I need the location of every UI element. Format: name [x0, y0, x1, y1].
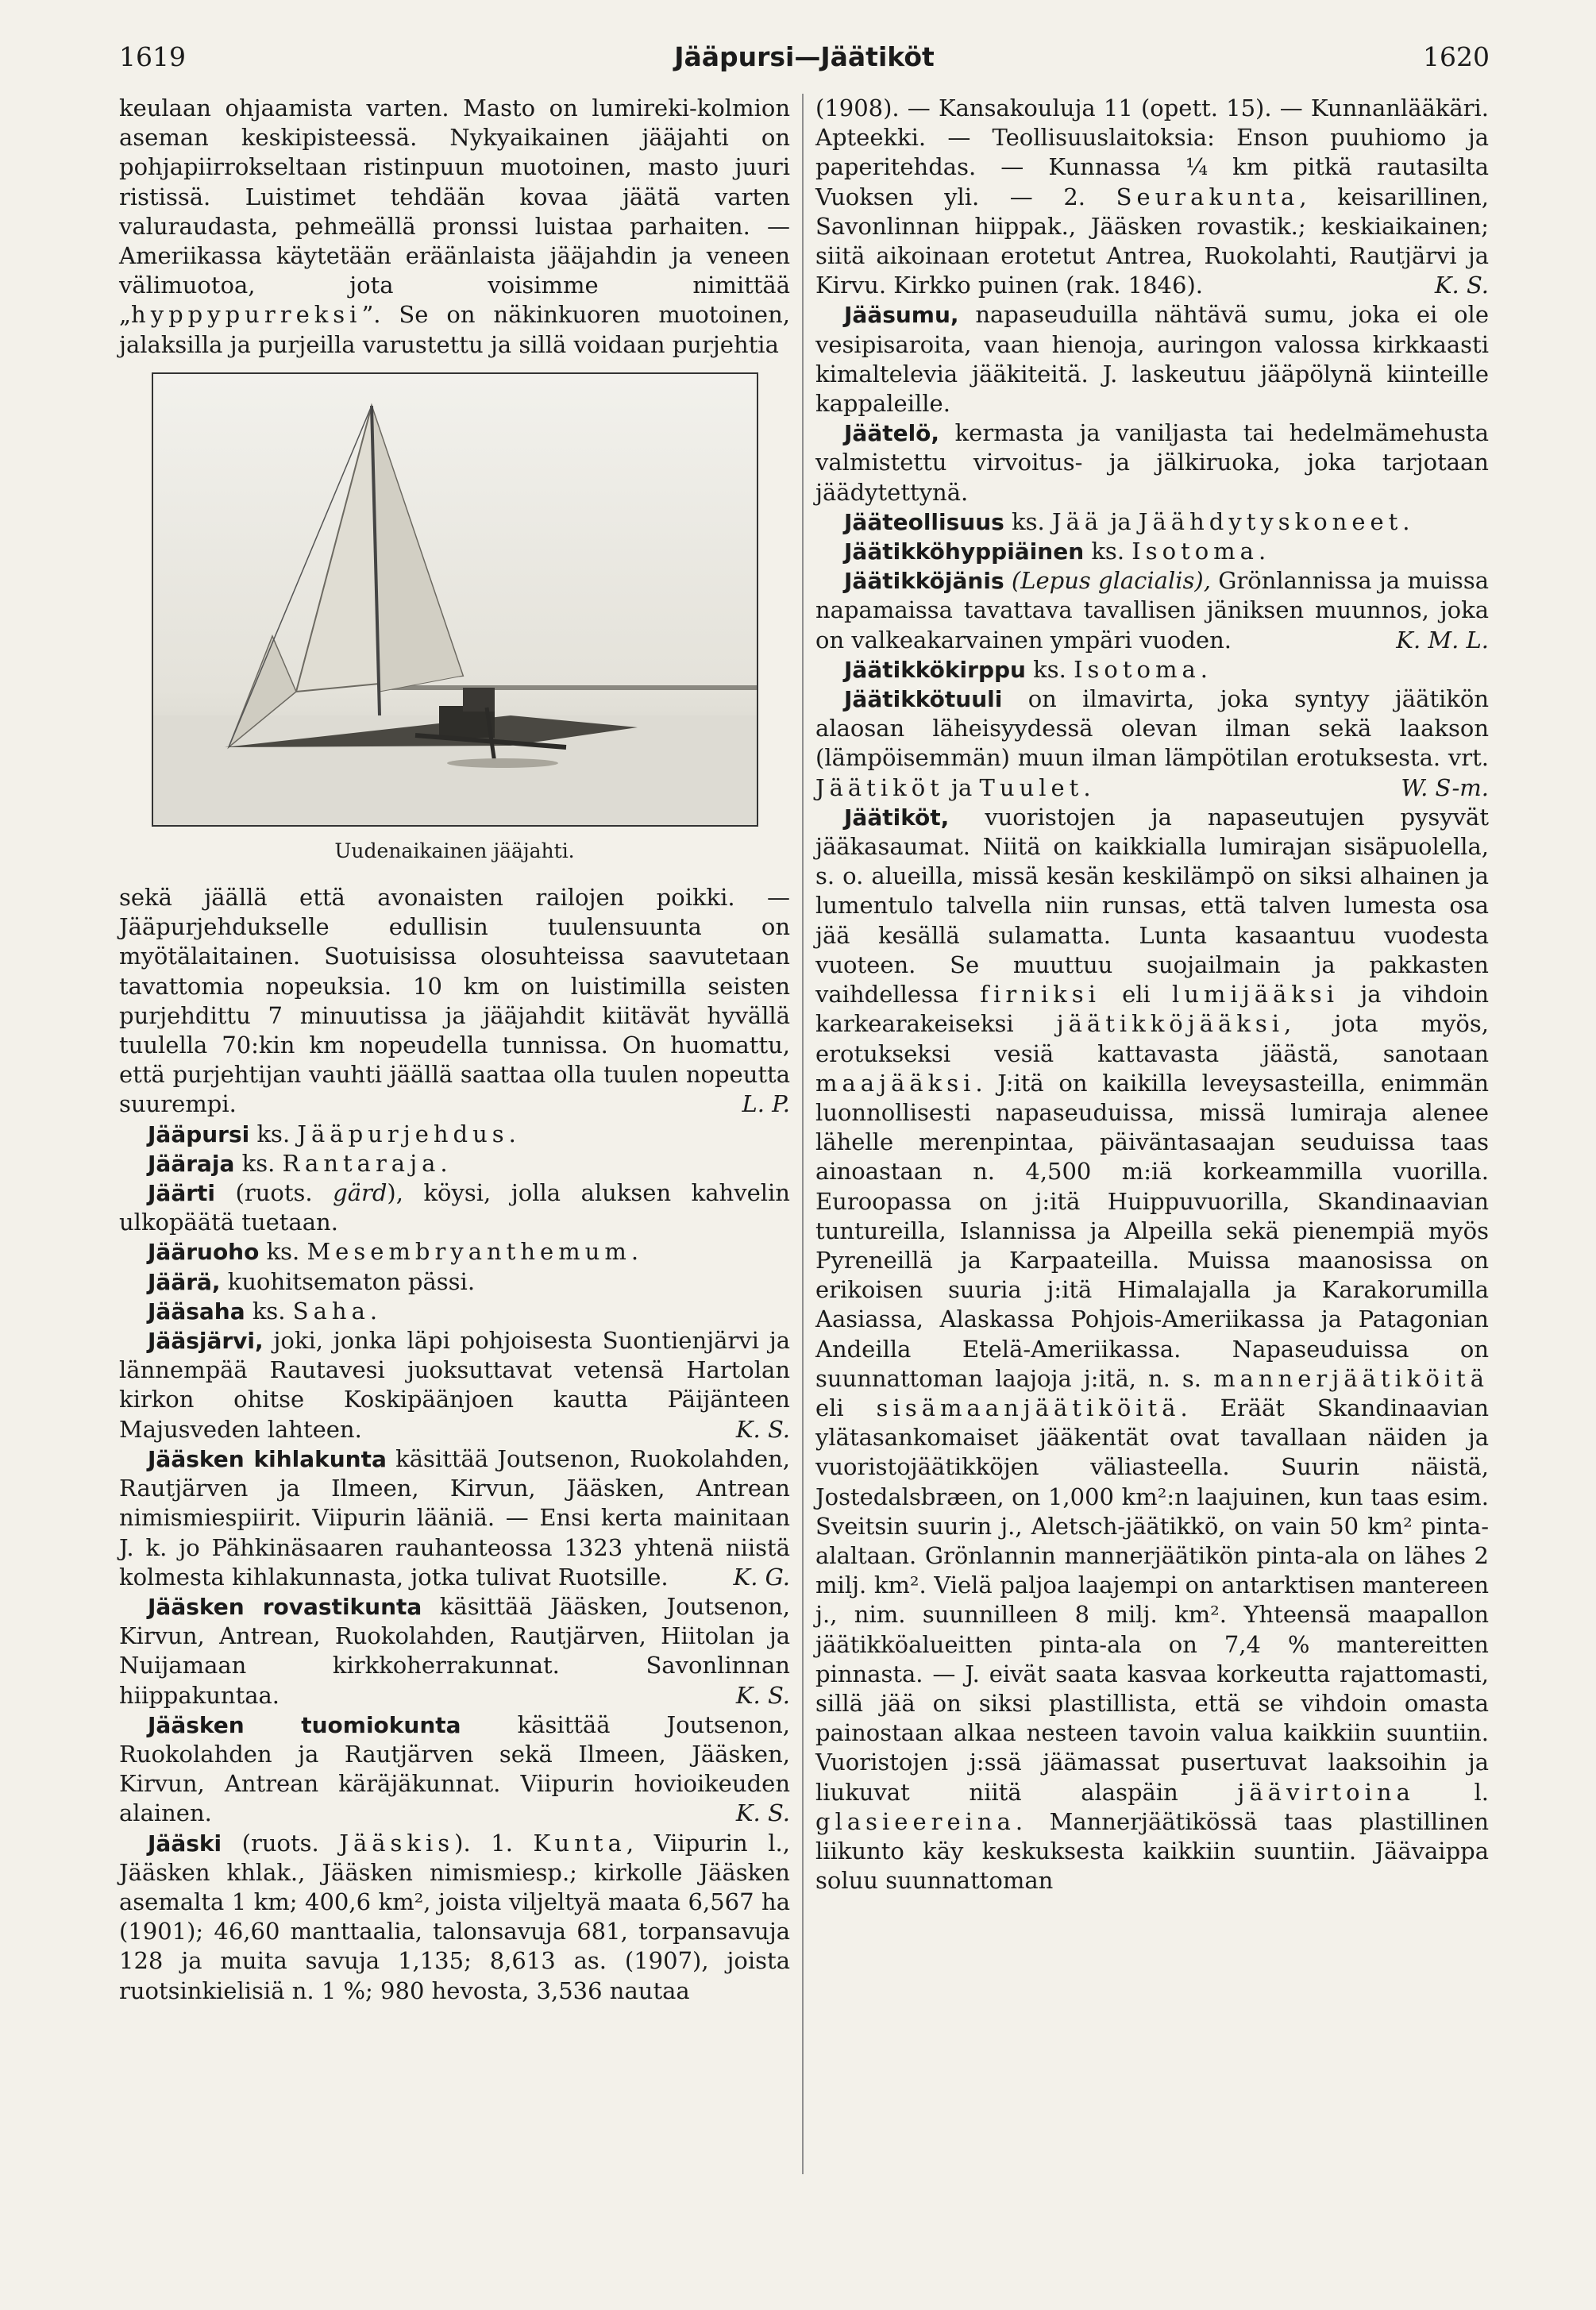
left-column	[119, 94, 790, 2006]
paragraph: keulaan ohjaamista varten. Masto on lumireki-kolmion aseman keskipisteessä. Nykyaikainen jääjahti on pohjapiirrokseltaan ristinpuun muotoinen, masto juuri ristissä. Luistimet tehdään kovaa jäätä varten valuraudasta, pehmeällä pronssi luistaa parhaiten. — Ameriikassa käytetään eräänlaista jääjahdin ja veneen välimuotoa, jota voisimme nimittää „hyppypurreksi”. Se on näkinkuoren muotoinen, jalaksilla ja purjeilla varustettu ja sillä voidaan purjehtia	[119, 94, 790, 358]
ice-yacht-photo	[152, 372, 758, 827]
entry-jaatelo: Jäätelö, kermasta ja vaniljasta tai hedelmämehusta valmistettu virvoitus- ja jälkiruoka, joka tarjotaan jäädytettynä.	[815, 419, 1489, 506]
column-divider	[802, 94, 804, 2174]
entry-jaatikkohyppiainen: Jäätikköhyppiäinen ks. Isotoma.	[844, 538, 1271, 565]
ice-yacht-illustration	[153, 374, 757, 825]
author-signature: L. P.	[742, 1090, 790, 1118]
entry-jaatikkokirppu: Jäätikkökirppu ks. Isotoma.	[844, 655, 1213, 683]
entry-jaaski: Jääski (ruots. Jääskis). 1. Kunta, Viipurin l., Jääsken khlak., Jääsken nimismiesp.; kirkolle Jääsken asemalta 1 km; 400,6 km², joista viljeltyä maata 6,567 ha (1901); 46,60 manttaalia, talonsavuja 681, torpansavuja 128 ja muita savuja 1,135; 8,613 as. (1907), joista ruotsinkielisiä n. 1 %; 980 hevosta, 3,536 nautaa	[119, 1829, 790, 2004]
entry-jaasken-kihlakunta: Jääsken kihlakunta käsittää Joutsenon, Ruokolahden, Rautjärven ja Ilmeen, Kirvun, Jääsken, Antrean nimismiespiirit. Viipurin lääniä. — Ensi kerta mainitaan J. k. jo Pähkinäsaaren rauhanteossa 1323 yhtenä niistä kolmesta kihlakunnasta, jotka tulivat Ruotsille. K. G.	[119, 1444, 790, 1591]
entry-jaatikkotuuli: Jäätikkötuuli on ilmavirta, joka syntyy jäätikön alaosan läheisyydessä olevan ilman sekä laakson (lämpöisemmän) muun ilman lämpötilan erotuksesta. vrt. Jäätiköt ja Tuulet. W. S-m.	[815, 685, 1489, 801]
right-column	[815, 94, 1489, 1895]
page-header	[119, 41, 1490, 89]
entry-jaatikkojanis: Jäätikköjänis (Lepus glacialis), Grönlannissa ja muissa napamaissa tavattava tavallisen jäniksen muunnos, joka on valkeakarvainen ympäri vuoden. K. M. L.	[815, 567, 1489, 654]
running-title: Jääpursi—Jäätiköt	[674, 41, 935, 72]
entry-jaarti: Jäärti (ruots. gärd), köysi, jolla aluksen kahvelin ulkopäätä tuetaan.	[119, 1179, 790, 1236]
page-number-right: 1620	[1423, 41, 1490, 72]
figure	[119, 372, 790, 866]
entry-jaaruoho: Jääruoho ks. Mesembryanthemum.	[148, 1238, 644, 1266]
entry-jaasumu: Jääsumu, napaseuduilla nähtävä sumu, joka ei ole vesipisaroita, vaan hienoja, auringon valossa kirkkaasti kimaltelevia jääkiteitä. J. laskeutuu jääpölynä kiinteille kappaleille.	[815, 301, 1489, 418]
entry-jaateollisuus: Jääteollisuus ks. Jää ja Jäähdytyskoneet.	[844, 507, 1415, 535]
entry-jaasaha: Jääsaha ks. Saha.	[148, 1297, 383, 1325]
entry-jaaraja: Jääraja ks. Rantaraja.	[148, 1149, 453, 1177]
page-number-left: 1619	[119, 41, 186, 72]
entry-jaatikot: Jäätiköt, vuoristojen ja napaseutujen pysyvät jääkasaumat. Niitä on kaikkialla lumirajan sisäpuolella, s. o. alueilla, missä kesän keskilämpö on siksi alhainen ja lumentulo talvella niin runsas, että talven lumesta osa jää kesällä sulamatta. Lunta kasaantuu vuodesta vuoteen. Se muuttuu suojailmain ja pakkasten vaihdellessa firniksi eli lumijääksi ja vihdoin karkearakeiseksi jäätikköjääksi, jota myös, erotukseksi vesiä kattavasta jäästä, sanotaan maajääksi. J:itä on kaikilla leveysasteilla, enimmän luonnollisesti napaseuduissa, missä lumiraja alenee lähelle merenpintaa, päiväntasaajan seuduissa taas ainoastaan n. 4,500 m:iä korkeammilla vuorilla. Euroopassa on j:itä Huippuvuorilla, Skandinaavian tuntureilla, Islannissa ja Alpeilla sekä pienempiä myös Pyreneillä ja Karpaateilla. Muissa maanosissa on erikoisen suuria j:itä Himalajalla ja Karakorumilla Aasiassa, Alaskassa Pohjois-Ameriikassa ja Patagonian Andeilla Etelä-Ameriikassa. Napaseuduissa on suunnattoman laajoja j:itä, n. s. mannerjäätiköitä eli sisämaanjäätiköitä. Eräät Skandinaavian ylätasankomaiset jääkentät ovat tavallaan näiden ja vuoristojäätikköjen väliasteella. Suurin näistä, Jostedalsbræen, on 1,000 km²:n laajuinen, kun taas esim. Sveitsin suurin j., Aletsch-jäätikkö, on vain 50 km² pinta-alaltaan. Grönlannin mannerjäätikön pinta-ala on lähes 2 milj. km². Vielä paljoa laajempi on antarktisen mantereen j., nim. suunnilleen 8 milj. km². Yhteensä maapallon jäätikköalueitten pinta-ala on 7,4 % mantereitten pinnasta. — J. eivät saata kasvaa korkeutta rajattomasti, sillä jää on siksi plastillista, että se vihdoin omasta painostaan alkaa nesteen tavoin valua kaikkiin suuntiin. Vuoristojen j:ssä jäämassat pusertuvat laaksoihin ja liukuvat niitä alaspäin jäävirtoina l. glasieereina. Mannerjäätikössä taas plastillinen liikunto käy keskuksesta kaikkiin suuntiin. Jäävaippa soluu suunnattoman	[815, 803, 1490, 1895]
entry-jaara: Jäärä, kuohitsematon pässi.	[148, 1267, 476, 1295]
entry-jaasken-tuomiokunta: Jääsken tuomiokunta käsittää Joutsenon, Ruokolahden ja Rautjärven sekä Ilmeen, Jääsken, Kirvun, Antrean käräjäkunnat. Viipurin hovioikeuden alainen. K. S.	[119, 1710, 791, 1827]
entry-jaapursi: Jääpursi ks. Jääpurjehdus.	[148, 1120, 521, 1147]
entry-jaasjarvi: Jääsjärvi, joki, jonka läpi pohjoisesta Suontienjärvi ja lännempää Rautavesi juoksuttavat vetensä Hartolan kirkon ohitse Koskipäänjoen kautta Päijänteen Majusveden lahteen. K. S.	[119, 1327, 790, 1443]
entry-jaasken-rovastikunta: Jääsken rovastikunta käsittää Jääsken, Joutsenon, Kirvun, Antrean, Ruokolahden, Rautjärven, Hiitolan ja Nuijamaan kirkkoherrakunnat. Savonlinnan hiippakuntaa. K. S.	[119, 1592, 790, 1709]
paragraph: (1908). — Kansakouluja 11 (opett. 15). — Kunnanlääkäri. Apteekki. — Teollisuuslaitoksia: Enson puuhiomo ja paperitehdas. — Kunnassa ¼ km pitkä rautasilta Vuoksen yli. — 2. Seurakunta, keisarillinen, Savonlinnan hiippak., Jääsken rovastik.; keskiaikainen; siitä aikoinaan erotetut Antrea, Ruokolahti, Rautjärvi ja Kirvu. Kirkko puinen (rak. 1846). K. S.	[815, 94, 1489, 299]
figure-caption: Uudenaikainen jääjahti.	[334, 839, 575, 862]
paragraph: sekä jäällä että avonaisten railojen poikki. —Jääpurjehdukselle edullisin tuulensuunta on myötälaitainen. Suotuisissa olosuhteissa saavutetaan tavattomia nopeuksia. 10 km on luistimilla seisten purjehdittu 7 minuutissa ja jääjahdit kiitävät hyvällä tuulella 70:kin km nopeudella tunnissa. On huomattu, että purjehtijan vauhti jäällä saattaa olla tuulen nopeutta suurempi. L. P.	[119, 883, 790, 1120]
